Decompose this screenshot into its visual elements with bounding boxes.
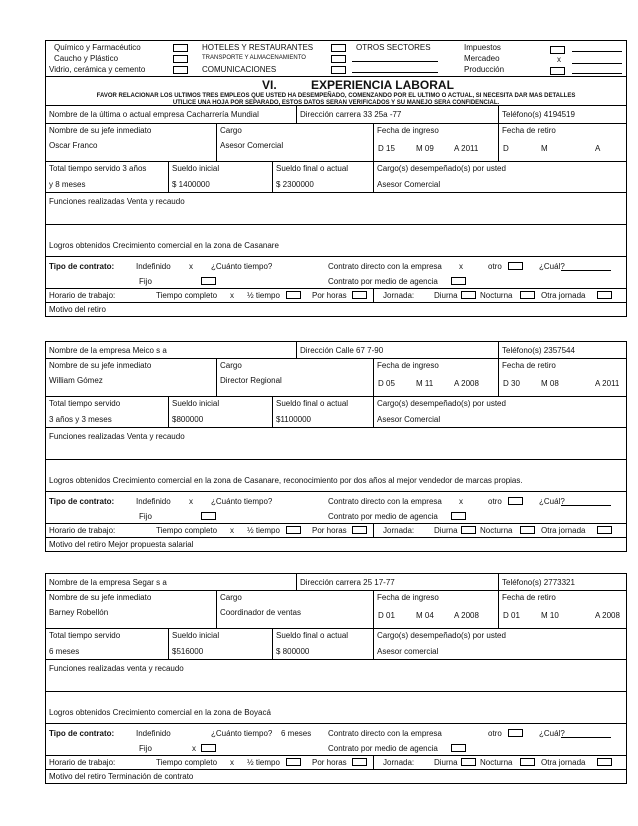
ingreso-ano: A 2008 (454, 379, 479, 388)
horas-label: Por horas (312, 758, 347, 767)
cargos-value: Asesor Comercial (377, 415, 441, 424)
retiro-dia: D (503, 144, 509, 153)
ingreso-mes: M 11 (416, 379, 434, 388)
checkbox-diurna[interactable] (461, 758, 476, 766)
otros-line-2[interactable] (352, 72, 438, 73)
cual-label: ¿Cuál? (539, 262, 565, 271)
sueldo-final-field[interactable] (272, 397, 373, 427)
ingreso-mes: M 09 (416, 144, 434, 153)
jefe-field[interactable] (46, 124, 216, 161)
sector-produccion: Producción (464, 65, 505, 74)
checkbox-otra-jornada[interactable] (597, 758, 612, 766)
notice-line-2: UTILICE UNA HOJA POR SEPARADO, ESTOS DATOS SERAN VERIFICADOS Y SU MANEJO SERA CONFIDENCIAL. (172, 100, 500, 106)
indefinido-mark[interactable]: x (189, 262, 193, 271)
ingreso-label: Fecha de ingreso (377, 593, 439, 602)
direccion-field[interactable] (296, 574, 498, 590)
checkbox-otro[interactable] (508, 729, 523, 737)
completo-mark[interactable]: x (230, 526, 234, 535)
cual-label: ¿Cuál? (539, 497, 565, 506)
ingreso-field[interactable] (373, 359, 498, 396)
empresa-field[interactable] (46, 106, 296, 123)
retiro-mes: M 08 (541, 379, 559, 388)
logros-field[interactable] (46, 692, 626, 723)
medio-label: ½ tiempo (247, 526, 280, 535)
agencia-label: Contrato por medio de agencia (328, 512, 438, 521)
otra-jornada-label: Otra jornada (541, 291, 586, 300)
jefe-field[interactable] (46, 359, 216, 396)
sueldo-inicial-field[interactable] (168, 397, 272, 427)
jefe-field[interactable] (46, 591, 216, 628)
checkbox-agencia[interactable] (451, 744, 466, 752)
cargo-field[interactable] (216, 124, 373, 161)
sueldo-final-field[interactable] (272, 629, 373, 659)
tiempo-label: Total tiempo servido (49, 631, 121, 640)
retiro-dia: D 01 (503, 611, 520, 620)
field-value: Dirección carrera 25 17-77 (300, 578, 395, 587)
field-value: Motivo del retiro (49, 305, 106, 314)
retiro-field[interactable] (498, 124, 628, 161)
horario-section (45, 289, 627, 303)
cargos-field[interactable] (373, 162, 628, 192)
directo-mark[interactable]: x (459, 497, 463, 506)
jefe-value: Barney Robellón (49, 608, 109, 617)
field-value: Nombre de la última o actual empresa Cacharrería Mundial (49, 110, 259, 119)
field-value: Teléfono(s) 4194519 (502, 110, 575, 119)
sueldo-inicial-label: Sueldo inicial (172, 631, 220, 640)
directo-label: Contrato directo con la empresa (328, 497, 442, 506)
funciones-field[interactable] (46, 193, 626, 224)
cargo-label: Cargo (220, 593, 242, 602)
cual-label: ¿Cuál? (539, 729, 565, 738)
horario-section (45, 524, 627, 538)
checkbox-hoteles[interactable] (331, 44, 346, 52)
checkbox-otro[interactable] (508, 497, 523, 505)
field-value: Dirección carrera 33 25a -77 (300, 110, 402, 119)
funciones-field[interactable] (46, 428, 626, 459)
cargos-value: Asesor Comercial (377, 180, 441, 189)
cuanto-label: ¿Cuánto tiempo? (211, 262, 273, 271)
cargos-field[interactable] (373, 629, 628, 659)
fijo-label: Fijo (139, 512, 152, 521)
sector-quimico: Químico y Farmacéutico (54, 43, 141, 52)
sector-transporte: TRANSPORTE Y ALMACENAMIENTO (202, 55, 306, 61)
horario-divider (373, 289, 374, 302)
checkbox-horas[interactable] (352, 526, 367, 534)
sueldo-final-label: Sueldo final o actual (276, 399, 349, 408)
checkbox-agencia[interactable] (451, 277, 466, 285)
completo-label: Tiempo completo (156, 291, 218, 300)
retiro-mes: M 10 (541, 611, 559, 620)
checkbox-horas[interactable] (352, 758, 367, 766)
sueldo-final-value: $1100000 (276, 415, 311, 424)
cargo-label: Cargo (220, 126, 242, 135)
otro-label: otro (488, 729, 502, 738)
ingreso-field[interactable] (373, 124, 498, 161)
motivo-field[interactable] (46, 770, 626, 783)
otro-label: otro (488, 262, 502, 271)
retiro-label: Fecha de retiro (502, 126, 556, 135)
sueldo-inicial-value: $516000 (172, 647, 204, 656)
field-value: Logros obtenidos Crecimiento comercial en la zona de Boyacá (49, 708, 271, 717)
completo-mark[interactable]: x (230, 758, 234, 767)
tiempo-label: Total tiempo servido 3 años (49, 164, 147, 173)
checkbox-transporte[interactable] (331, 55, 346, 63)
horario-label: Horario de trabajo: (49, 758, 116, 767)
indefinido-label: Indefinido (136, 262, 171, 271)
checkbox-otro[interactable] (508, 262, 523, 270)
job-block-2 (45, 341, 627, 552)
section-number: VI. (262, 78, 277, 92)
sector-mercadeo: Mercadeo (464, 54, 500, 63)
checkbox-vidrio[interactable] (173, 66, 188, 74)
jornada-label: Jornada: (383, 758, 415, 767)
ingreso-label: Fecha de ingreso (377, 126, 439, 135)
cargo-value: Coordinador de ventas (220, 608, 301, 617)
ingreso-mes: M 04 (416, 611, 434, 620)
horario-label: Horario de trabajo: (49, 291, 116, 300)
tiempo-value: 3 años y 3 meses (49, 415, 112, 424)
ingreso-dia: D 15 (378, 144, 395, 153)
field-value: Motivo del retiro Mejor propuesta salarial (49, 540, 194, 549)
field-value: Funciones realizadas venta y recaudo (49, 664, 184, 673)
checkbox-nocturna[interactable] (520, 758, 535, 766)
checkbox-quimico[interactable] (173, 44, 188, 52)
otra-jornada-label: Otra jornada (541, 526, 586, 535)
cargos-label: Cargo(s) desempeñado(s) por usted (377, 399, 506, 408)
produccion-line[interactable] (572, 73, 622, 74)
sector-comunicaciones: COMUNICACIONES (202, 65, 277, 74)
retiro-label: Fecha de retiro (502, 361, 556, 370)
empresa-field[interactable] (46, 574, 296, 590)
fijo-label: Fijo (139, 277, 152, 286)
sector-vidrio: Vidrio, cerámica y cemento (49, 65, 146, 74)
fijo-label: Fijo (139, 744, 152, 753)
motivo-field[interactable] (46, 538, 626, 551)
checkbox-caucho[interactable] (173, 55, 188, 63)
medio-label: ½ tiempo (247, 291, 280, 300)
job-block-3 (45, 573, 627, 784)
cual-line[interactable] (561, 270, 611, 271)
checkbox-agencia[interactable] (451, 512, 466, 520)
directo-label: Contrato directo con la empresa (328, 262, 442, 271)
field-value: Teléfono(s) 2773321 (502, 578, 575, 587)
cuanto-value[interactable]: 6 meses (281, 729, 312, 738)
checkbox-comunicaciones[interactable] (331, 66, 346, 74)
tiempo-label: Total tiempo servido (49, 399, 121, 408)
cargo-value: Director Regional (220, 376, 282, 385)
checkbox-diurna[interactable] (461, 291, 476, 299)
completo-mark[interactable]: x (230, 291, 234, 300)
retiro-mes: M (541, 144, 548, 153)
indefinido-label: Indefinido (136, 497, 171, 506)
motivo-field[interactable] (46, 303, 626, 316)
checkbox-otra-jornada[interactable] (597, 526, 612, 534)
checkbox-fijo[interactable] (201, 744, 216, 752)
jefe-label: Nombre de su jefe inmediato (49, 126, 152, 135)
sueldo-final-value: $ 800000 (276, 647, 310, 656)
retiro-field[interactable] (498, 591, 628, 628)
ingreso-dia: D 05 (378, 379, 395, 388)
tiempo-value: 6 meses (49, 647, 80, 656)
cargo-value: Asesor Comercial (220, 141, 284, 150)
logros-field[interactable] (46, 225, 626, 256)
directo-label: Contrato directo con la empresa (328, 729, 442, 738)
tipo-label: Tipo de contrato: (49, 262, 115, 271)
contrato-section (45, 724, 627, 756)
indefinido-mark[interactable]: x (189, 497, 193, 506)
retiro-label: Fecha de retiro (502, 593, 556, 602)
indefinido-label: Indefinido (136, 729, 171, 738)
cargos-field[interactable] (373, 397, 628, 427)
sueldo-final-field[interactable] (272, 162, 373, 192)
jefe-value: Oscar Franco (49, 141, 98, 150)
job-block-1 (45, 106, 627, 317)
nocturna-label: Nocturna (480, 291, 513, 300)
direccion-field[interactable] (296, 106, 498, 123)
retiro-dia: D 30 (503, 379, 520, 388)
nocturna-label: Nocturna (480, 526, 513, 535)
field-value: Nombre de la empresa Meico s a (49, 346, 167, 355)
sector-header (45, 40, 627, 106)
contrato-section (45, 257, 627, 289)
tipo-label: Tipo de contrato: (49, 729, 115, 738)
checkbox-fijo[interactable] (201, 512, 216, 520)
telefono-field[interactable] (498, 106, 628, 123)
horario-label: Horario de trabajo: (49, 526, 116, 535)
cual-line[interactable] (561, 505, 611, 506)
field-value: Logros obtenidos Crecimiento comercial en la zona de Casanare, reconocimiento por dos años al mejor vendedor de marcas propias. (49, 476, 523, 485)
empresa-field[interactable] (46, 342, 296, 358)
tiempo-value: y 8 meses (49, 180, 86, 189)
field-value: Dirección Calle 67 7-90 (300, 346, 384, 355)
tiempo-field[interactable] (46, 629, 168, 659)
sueldo-inicial-label: Sueldo inicial (172, 399, 220, 408)
sueldo-inicial-value: $800000 (172, 415, 204, 424)
direccion-field[interactable] (296, 342, 498, 358)
jornada-label: Jornada: (383, 526, 415, 535)
impuestos-line[interactable] (572, 51, 622, 52)
field-value: Motivo del retiro Terminación de contrato (49, 772, 194, 781)
mercadeo-line[interactable] (572, 63, 622, 64)
field-value: Nombre de la empresa Segar s a (49, 578, 167, 587)
cual-line[interactable] (561, 737, 611, 738)
ingreso-ano: A 2008 (454, 611, 479, 620)
retiro-ano: A 2011 (595, 379, 620, 388)
cargos-value: Asesor comercial (377, 647, 439, 656)
field-value: Funciones realizadas Venta y recaudo (49, 197, 185, 206)
cargo-label: Cargo (220, 361, 242, 370)
field-value: Funciones realizadas Venta y recaudo (49, 432, 185, 441)
sector-impuestos: Impuestos (464, 43, 501, 52)
ingreso-label: Fecha de ingreso (377, 361, 439, 370)
sueldo-inicial-field[interactable] (168, 629, 272, 659)
horario-divider (373, 524, 374, 537)
section-title: EXPERIENCIA LABORAL (311, 78, 454, 92)
checkbox-produccion[interactable] (550, 67, 565, 75)
cuanto-label: ¿Cuánto tiempo? (211, 729, 273, 738)
telefono-field[interactable] (498, 342, 628, 358)
checkbox-medio[interactable] (286, 291, 301, 299)
medio-label: ½ tiempo (247, 758, 280, 767)
tiempo-field[interactable] (46, 397, 168, 427)
horario-divider (373, 756, 374, 769)
directo-mark[interactable]: x (459, 262, 463, 271)
retiro-field[interactable] (498, 359, 628, 396)
retiro-ano: A (595, 144, 601, 153)
ingreso-field[interactable] (373, 591, 498, 628)
checkbox-medio[interactable] (286, 758, 301, 766)
otros-line-1[interactable] (352, 61, 438, 62)
jornada-label: Jornada: (383, 291, 415, 300)
section-title-block (45, 77, 627, 106)
funciones-field[interactable] (46, 660, 626, 691)
jefe-label: Nombre de su jefe inmediato (49, 593, 152, 602)
completo-label: Tiempo completo (156, 526, 218, 535)
notice-line-1: FAVOR RELACIONAR LOS ULTIMOS TRES EMPLEOS QUE USTED HA DESEMPEÑADO, COMENZANDO POR EL ULTIMO O ACTUAL, SI NECESITA DAR MAS DETALLES (96, 93, 576, 99)
cuanto-label: ¿Cuánto tiempo? (211, 497, 273, 506)
otra-jornada-label: Otra jornada (541, 758, 586, 767)
checkbox-fijo[interactable] (201, 277, 216, 285)
checkbox-nocturna[interactable] (520, 291, 535, 299)
sector-caucho: Caucho y Plástico (54, 54, 119, 63)
cargos-label: Cargo(s) desempeñado(s) por usted (377, 164, 506, 173)
jefe-value: William Gómez (49, 376, 103, 385)
cargo-field[interactable] (216, 359, 373, 396)
checkbox-nocturna[interactable] (520, 526, 535, 534)
tipo-label: Tipo de contrato: (49, 497, 115, 506)
field-value: Logros obtenidos Crecimiento comercial en la zona de Casanare (49, 241, 279, 250)
telefono-field[interactable] (498, 574, 628, 590)
sueldo-inicial-label: Sueldo inicial (172, 164, 220, 173)
cargo-field[interactable] (216, 591, 373, 628)
sueldo-inicial-value: $ 1400000 (172, 180, 210, 189)
ingreso-ano: A 2011 (454, 144, 479, 153)
completo-label: Tiempo completo (156, 758, 218, 767)
agencia-label: Contrato por medio de agencia (328, 744, 438, 753)
sector-otros: OTROS SECTORES (356, 43, 431, 52)
checkbox-otra-jornada[interactable] (597, 291, 612, 299)
agencia-label: Contrato por medio de agencia (328, 277, 438, 286)
nocturna-label: Nocturna (480, 758, 513, 767)
checkbox-horas[interactable] (352, 291, 367, 299)
sueldo-final-value: $ 2300000 (276, 180, 314, 189)
contrato-section (45, 492, 627, 524)
tiempo-field[interactable] (46, 162, 168, 192)
checkbox-medio[interactable] (286, 526, 301, 534)
retiro-ano: A 2008 (595, 611, 620, 620)
diurna-label: Diurna (434, 526, 458, 535)
field-value: Teléfono(s) 2357544 (502, 346, 575, 355)
jefe-label: Nombre de su jefe inmediato (49, 361, 152, 370)
checkbox-impuestos[interactable] (550, 46, 565, 54)
logros-field[interactable] (46, 460, 626, 491)
sueldo-final-label: Sueldo final o actual (276, 631, 349, 640)
sector-hoteles: HOTELES Y RESTAURANTES (202, 43, 314, 52)
ingreso-dia: D 01 (378, 611, 395, 620)
sueldo-final-label: Sueldo final o actual (276, 164, 349, 173)
mercadeo-mark: x (557, 55, 561, 64)
checkbox-diurna[interactable] (461, 526, 476, 534)
diurna-label: Diurna (434, 758, 458, 767)
fijo-mark[interactable]: x (192, 744, 196, 753)
horas-label: Por horas (312, 291, 347, 300)
otro-label: otro (488, 497, 502, 506)
cargos-label: Cargo(s) desempeñado(s) por usted (377, 631, 506, 640)
horas-label: Por horas (312, 526, 347, 535)
horario-section (45, 756, 627, 770)
diurna-label: Diurna (434, 291, 458, 300)
sueldo-inicial-field[interactable] (168, 162, 272, 192)
